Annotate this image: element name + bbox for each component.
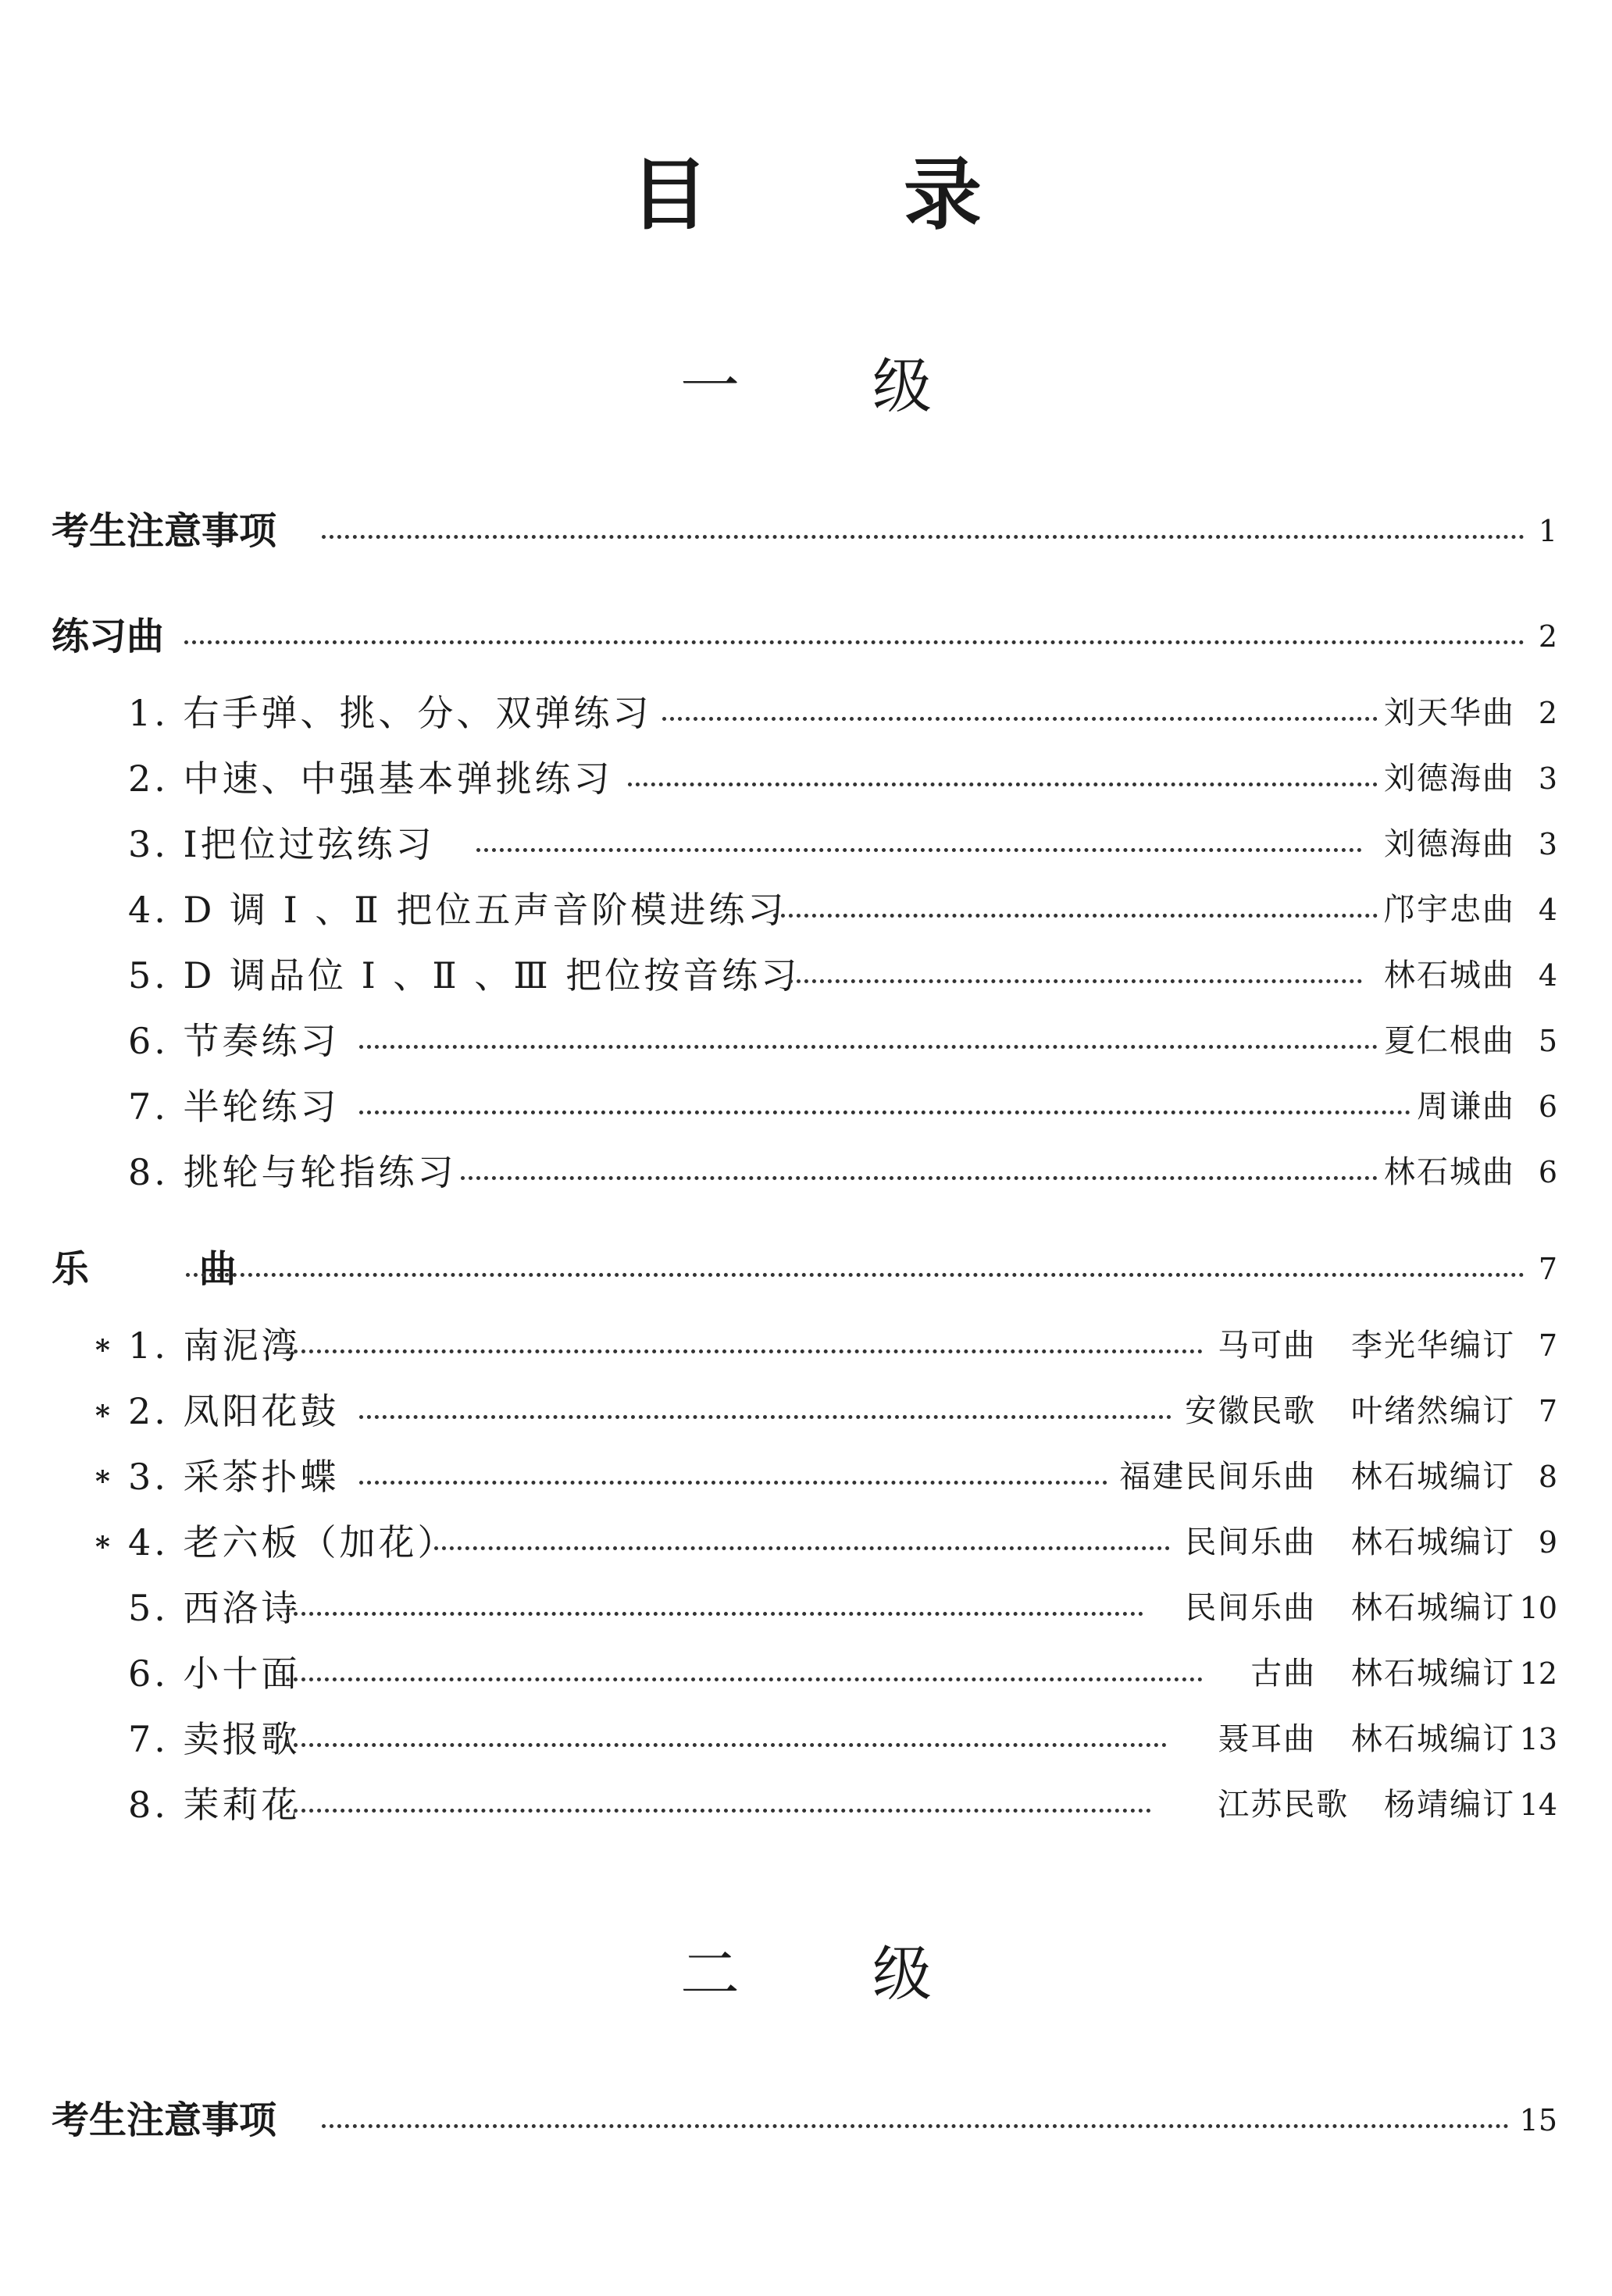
toc-item[interactable]	[0, 751, 1612, 806]
page-number: 6	[1538, 1155, 1557, 1189]
item-credit: 刘德海曲	[1384, 761, 1515, 797]
item-credit: 民间乐曲 林石城编订	[1185, 1590, 1515, 1626]
page-number: 6	[1538, 1089, 1557, 1124]
item-title: 5. D 调品位 Ⅰ 、Ⅱ 、Ⅲ 把位按音练习	[128, 954, 801, 996]
dot-leader	[662, 717, 1378, 721]
toc-item[interactable]	[0, 948, 1612, 1003]
toc-item[interactable]	[0, 1777, 1612, 1832]
item-credit: 林石城曲	[1384, 957, 1515, 993]
item-credit: 聂耳曲 林石城编订	[1218, 1721, 1515, 1757]
item-title: 7. 卖报歌	[128, 1718, 301, 1760]
page-number: 12	[1519, 1656, 1557, 1691]
page-number: 5	[1538, 1024, 1557, 1058]
required-star-icon: *	[95, 1399, 110, 1432]
item-title: 4. 老六板（加花）	[128, 1521, 457, 1563]
dot-leader	[434, 1546, 1170, 1550]
page-number: 13	[1519, 1722, 1557, 1756]
item-title: 7. 半轮练习	[128, 1086, 340, 1128]
toc-item[interactable]	[0, 1318, 1612, 1373]
item-title: 3. Ⅰ把位过弦练习	[128, 823, 435, 865]
level-title-1: 一级	[680, 351, 1065, 421]
page-number: 15	[1519, 2103, 1557, 2137]
item-credit: 周谦曲	[1417, 1089, 1515, 1125]
toc-item[interactable]	[0, 817, 1612, 872]
toc-section-notice-1[interactable]	[0, 504, 1612, 558]
item-title: 5. 西洛诗	[128, 1587, 301, 1629]
item-credit: 刘德海曲	[1384, 826, 1515, 862]
page-number: 2	[1538, 619, 1557, 654]
level-title-2: 二级	[680, 1939, 1065, 2009]
page-number: 1	[1538, 514, 1557, 548]
toc-section-notice-2[interactable]	[0, 2093, 1612, 2148]
toc-item[interactable]	[0, 1449, 1612, 1504]
item-title: 2. 中速、中强基本弹挑练习	[128, 758, 613, 800]
required-star-icon: *	[95, 1334, 110, 1367]
required-star-icon: *	[95, 1465, 110, 1498]
item-title: 1. 右手弹、挑、分、双弹练习	[128, 692, 652, 734]
toc-item[interactable]	[0, 1145, 1612, 1200]
item-title: 6. 小十面	[128, 1652, 301, 1695]
toc-item[interactable]	[0, 1581, 1612, 1635]
dot-leader	[359, 1111, 1410, 1114]
page-number: 3	[1538, 761, 1557, 796]
toc-section-pieces[interactable]	[0, 1242, 1612, 1296]
toc-item[interactable]	[0, 686, 1612, 740]
section-label: 考生注意事项	[52, 2098, 277, 2142]
page-number: 7	[1538, 1394, 1557, 1428]
page-title: 目录	[630, 149, 1177, 241]
toc-item[interactable]	[0, 1712, 1612, 1767]
item-title: 2. 凤阳花鼓	[128, 1390, 340, 1432]
dot-leader	[359, 1415, 1172, 1419]
toc-item[interactable]	[0, 1384, 1612, 1439]
item-credit: 江苏民歌 杨靖编订	[1218, 1787, 1515, 1823]
dot-leader	[476, 848, 1362, 852]
dot-leader	[322, 535, 1525, 539]
dot-leader	[186, 1273, 1525, 1277]
page-number: 4	[1538, 958, 1557, 993]
item-credit: 夏仁根曲	[1384, 1023, 1515, 1059]
item-credit: 刘天华曲	[1384, 695, 1515, 731]
item-title: 1. 南泥湾	[128, 1324, 301, 1367]
item-title: 3. 采茶扑蝶	[128, 1456, 340, 1498]
item-title: 8. 挑轮与轮指练习	[128, 1151, 457, 1193]
page-number: 14	[1519, 1788, 1557, 1822]
dot-leader	[286, 1809, 1151, 1813]
item-credit: 马可曲 李光华编订	[1218, 1328, 1515, 1364]
toc-section-etudes[interactable]	[0, 609, 1612, 664]
item-credit: 古曲 林石城编订	[1250, 1656, 1515, 1692]
section-label: 练习曲	[52, 615, 165, 658]
page-number: 7	[1538, 1252, 1557, 1286]
dot-leader	[773, 914, 1378, 918]
page-number: 10	[1519, 1591, 1557, 1625]
dot-leader	[359, 1045, 1378, 1049]
dot-leader	[286, 1743, 1167, 1747]
toc-item[interactable]	[0, 1079, 1612, 1134]
item-credit: 林石城曲	[1384, 1154, 1515, 1190]
dot-leader	[286, 1612, 1143, 1616]
dot-leader	[286, 1677, 1203, 1681]
item-credit: 邝宇忠曲	[1384, 892, 1515, 928]
item-title: 8. 茉莉花	[128, 1784, 301, 1826]
section-label: 考生注意事项	[52, 509, 277, 553]
toc-item[interactable]	[0, 1014, 1612, 1068]
item-title: 4. D 调 Ⅰ 、Ⅱ 把位五声音阶模进练习	[128, 889, 787, 931]
dot-leader	[789, 979, 1362, 983]
toc-item[interactable]	[0, 882, 1612, 937]
page-number: 9	[1538, 1525, 1557, 1560]
dot-leader	[322, 2124, 1509, 2128]
page-number: 2	[1538, 696, 1557, 730]
item-title: 6. 节奏练习	[128, 1020, 340, 1062]
page-number: 4	[1538, 893, 1557, 927]
page-number: 3	[1538, 827, 1557, 861]
toc-item[interactable]	[0, 1515, 1612, 1570]
section-label: 乐 曲	[52, 1247, 285, 1291]
page-number: 7	[1538, 1328, 1557, 1363]
dot-leader	[184, 640, 1525, 644]
required-star-icon: *	[95, 1531, 110, 1563]
dot-leader	[359, 1481, 1107, 1485]
item-credit: 安徽民歌 叶绪然编订	[1185, 1393, 1515, 1429]
page-number: 8	[1538, 1460, 1557, 1494]
dot-leader	[628, 783, 1378, 786]
item-credit: 福建民间乐曲 林石城编订	[1119, 1459, 1515, 1495]
dot-leader	[286, 1349, 1203, 1353]
dot-leader	[461, 1176, 1378, 1180]
toc-item[interactable]	[0, 1646, 1612, 1701]
item-credit: 民间乐曲 林石城编订	[1185, 1524, 1515, 1560]
